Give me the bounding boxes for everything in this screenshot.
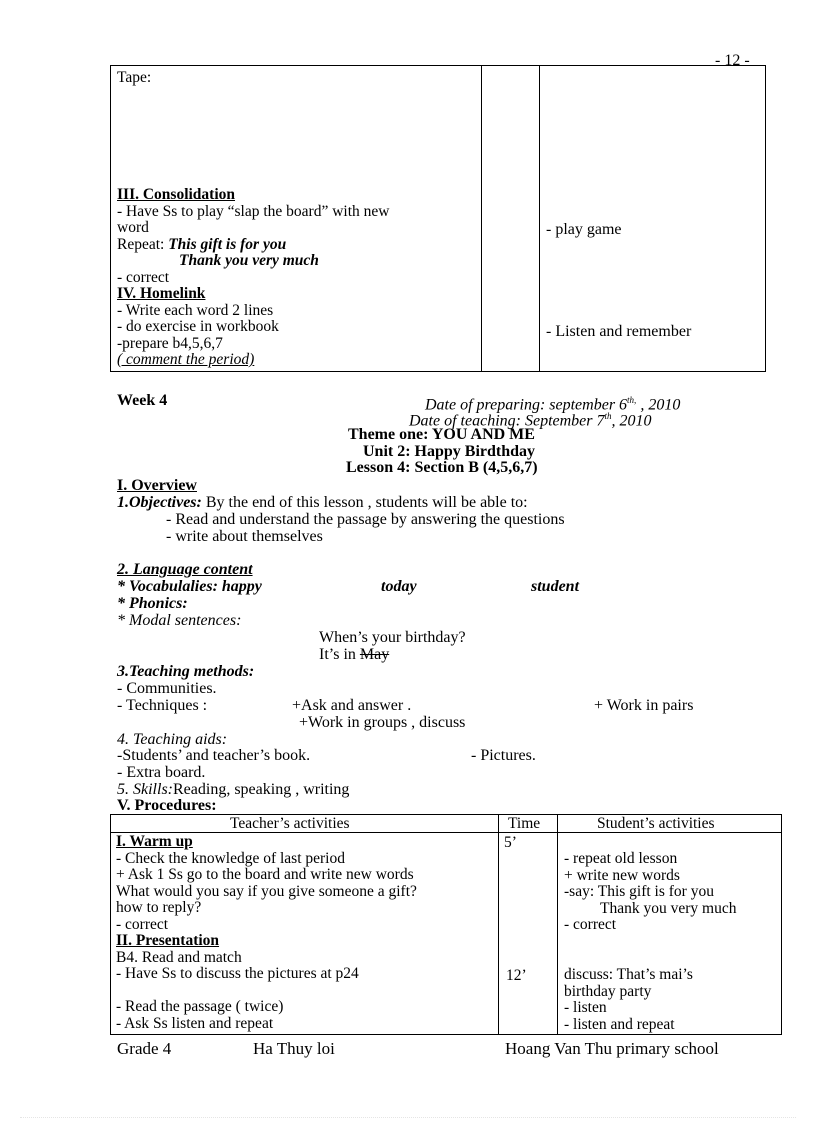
comment-line: ( comment the period) bbox=[117, 351, 255, 368]
technique-pairs: + Work in pairs bbox=[594, 697, 694, 714]
footer-teacher: Ha Thuy loi bbox=[253, 1039, 335, 1058]
objective-item-1: - Read and understand the passage by answering the questions bbox=[166, 511, 565, 528]
date-preparing-year: , 2010 bbox=[636, 396, 681, 414]
footer-school: Hoang Van Thu primary school bbox=[505, 1039, 719, 1058]
modal-question: When’s your birthday? bbox=[319, 629, 466, 646]
week-label: Week 4 bbox=[117, 392, 168, 409]
teacher-row: + Ask 1 Ss go to the board and write new words bbox=[116, 866, 414, 883]
vocab-today: today bbox=[381, 578, 417, 595]
objective-item-2: - write about themselves bbox=[166, 528, 323, 545]
repeat-label: Repeat: bbox=[117, 235, 169, 253]
teacher-row: - Ask Ss listen and repeat bbox=[116, 1014, 274, 1032]
student-activities-cell-top bbox=[564, 851, 779, 934]
teacher-activities-cell bbox=[116, 834, 496, 1032]
top-table-divider-1 bbox=[481, 65, 482, 372]
techniques-label: - Techniques : bbox=[117, 697, 208, 714]
consolidation-line-1: - Have Ss to play “slap the board” with new bbox=[117, 202, 390, 220]
modal-label: * Modal sentences: bbox=[117, 612, 242, 629]
header-time: Time bbox=[508, 815, 541, 832]
teacher-row: B4. Read and match bbox=[116, 948, 242, 966]
skills-label: 5. Skills: bbox=[117, 781, 173, 798]
student-row: -say: This gift is for you bbox=[564, 883, 714, 900]
date-preparing-sup: th, bbox=[627, 395, 637, 405]
footer-grade: Grade 4 bbox=[117, 1039, 172, 1058]
vocab-student: student bbox=[531, 578, 580, 595]
procedures-col-divider-1 bbox=[498, 814, 499, 1035]
page-bottom-rule bbox=[20, 1117, 796, 1118]
homelink-line-1: - Write each word 2 lines bbox=[117, 301, 274, 319]
procedures-heading: V. Procedures: bbox=[117, 797, 217, 814]
student-activities-cell-bottom bbox=[564, 967, 779, 1033]
procedures-header-divider bbox=[110, 832, 782, 833]
repeat-phrase-1: This gift is for you bbox=[168, 235, 287, 253]
warm-up-heading: I. Warm up bbox=[116, 833, 193, 850]
student-row: - listen bbox=[564, 999, 607, 1016]
date-preparing-label: Date of preparing: september 6 bbox=[425, 396, 628, 414]
vocab-label: * Vocabulalies: happy bbox=[117, 578, 262, 595]
consolidation-line-2: word bbox=[117, 219, 149, 236]
teacher-row: - Check the knowledge of last period bbox=[116, 849, 345, 867]
student-row: - correct bbox=[564, 916, 617, 933]
presentation-heading: II. Presentation bbox=[116, 932, 220, 949]
procedures-col-divider-2 bbox=[557, 814, 558, 1035]
communities-line: - Communities. bbox=[117, 680, 217, 697]
aids-pictures: - Pictures. bbox=[471, 747, 536, 764]
skills-text: Reading, speaking , writing bbox=[173, 781, 350, 798]
homelink-line-2: - do exercise in workbook bbox=[117, 318, 279, 335]
theme-title: Theme one: YOU AND ME bbox=[348, 426, 535, 443]
objectives-text: By the end of this lesson , students will be able to: bbox=[201, 494, 528, 511]
homelink-heading: IV. Homelink bbox=[117, 285, 206, 302]
teacher-row: - Read the passage ( twice) bbox=[116, 998, 284, 1015]
top-table-left-cell bbox=[117, 70, 477, 87]
top-table-left-cell-lower bbox=[117, 187, 477, 369]
phonics-label: * Phonics: bbox=[117, 595, 188, 612]
date-teaching-label: Date of teaching: September 7 bbox=[409, 412, 605, 430]
correct-line: - correct bbox=[117, 268, 170, 286]
aids-books: -Students’ and teacher’s book. bbox=[117, 747, 311, 764]
header-student-activities: Student’s activities bbox=[597, 815, 715, 832]
page-number: - 12 - bbox=[715, 52, 750, 69]
teacher-row-blank bbox=[116, 983, 496, 1000]
modal-answer-word: May bbox=[359, 646, 390, 663]
objectives-label: 1.Objectives: bbox=[117, 494, 202, 511]
consolidation-heading: III. Consolidation bbox=[117, 186, 236, 203]
play-game-text: - play game bbox=[546, 221, 622, 238]
teacher-row: What would you say if you give someone a gift? bbox=[116, 882, 417, 900]
student-row: discuss: That’s mai’s bbox=[564, 966, 693, 983]
technique-groups: +Work in groups , discuss bbox=[299, 714, 466, 731]
unit-title: Unit 2: Happy Birdthday bbox=[363, 443, 536, 460]
top-table-divider-2 bbox=[539, 65, 540, 372]
student-row: - listen and repeat bbox=[564, 1015, 675, 1033]
student-row: birthday party bbox=[564, 982, 652, 1000]
aids-extra-board: - Extra board. bbox=[117, 764, 206, 781]
lesson-title: Lesson 4: Section B (4,5,6,7) bbox=[346, 459, 538, 476]
repeat-line bbox=[117, 237, 477, 254]
overview-heading: I. Overview bbox=[117, 477, 197, 494]
skills-line bbox=[117, 781, 349, 798]
homelink-line-3: -prepare b4,5,6,7 bbox=[117, 334, 223, 352]
repeat-phrase-2: Thank you very much bbox=[179, 252, 319, 269]
language-content-heading: 2. Language content bbox=[117, 561, 253, 578]
tape-label: Tape: bbox=[117, 69, 152, 86]
teaching-aids-heading: 4. Teaching aids: bbox=[117, 731, 228, 748]
modal-answer bbox=[319, 646, 389, 663]
time-warm-up: 5’ bbox=[504, 834, 517, 851]
technique-ask-answer: +Ask and answer . bbox=[292, 697, 412, 714]
time-presentation: 12’ bbox=[506, 967, 527, 984]
teaching-methods-heading: 3.Teaching methods: bbox=[117, 663, 255, 680]
date-teaching-year: , 2010 bbox=[611, 412, 652, 430]
teacher-row: how to reply? bbox=[116, 899, 202, 916]
header-teacher-activities: Teacher’s activities bbox=[230, 815, 350, 832]
objectives-line bbox=[117, 494, 528, 511]
student-row: + write new words bbox=[564, 866, 680, 884]
student-row: Thank you very much bbox=[600, 899, 737, 917]
listen-remember-text: - Listen and remember bbox=[546, 323, 692, 340]
teacher-row: - correct bbox=[116, 915, 169, 933]
student-row: - repeat old lesson bbox=[564, 850, 678, 867]
date-teaching-sup: th bbox=[604, 411, 612, 421]
modal-answer-prefix: It’s in bbox=[319, 646, 360, 663]
teacher-row: - Have Ss to discuss the pictures at p24 bbox=[116, 965, 359, 982]
